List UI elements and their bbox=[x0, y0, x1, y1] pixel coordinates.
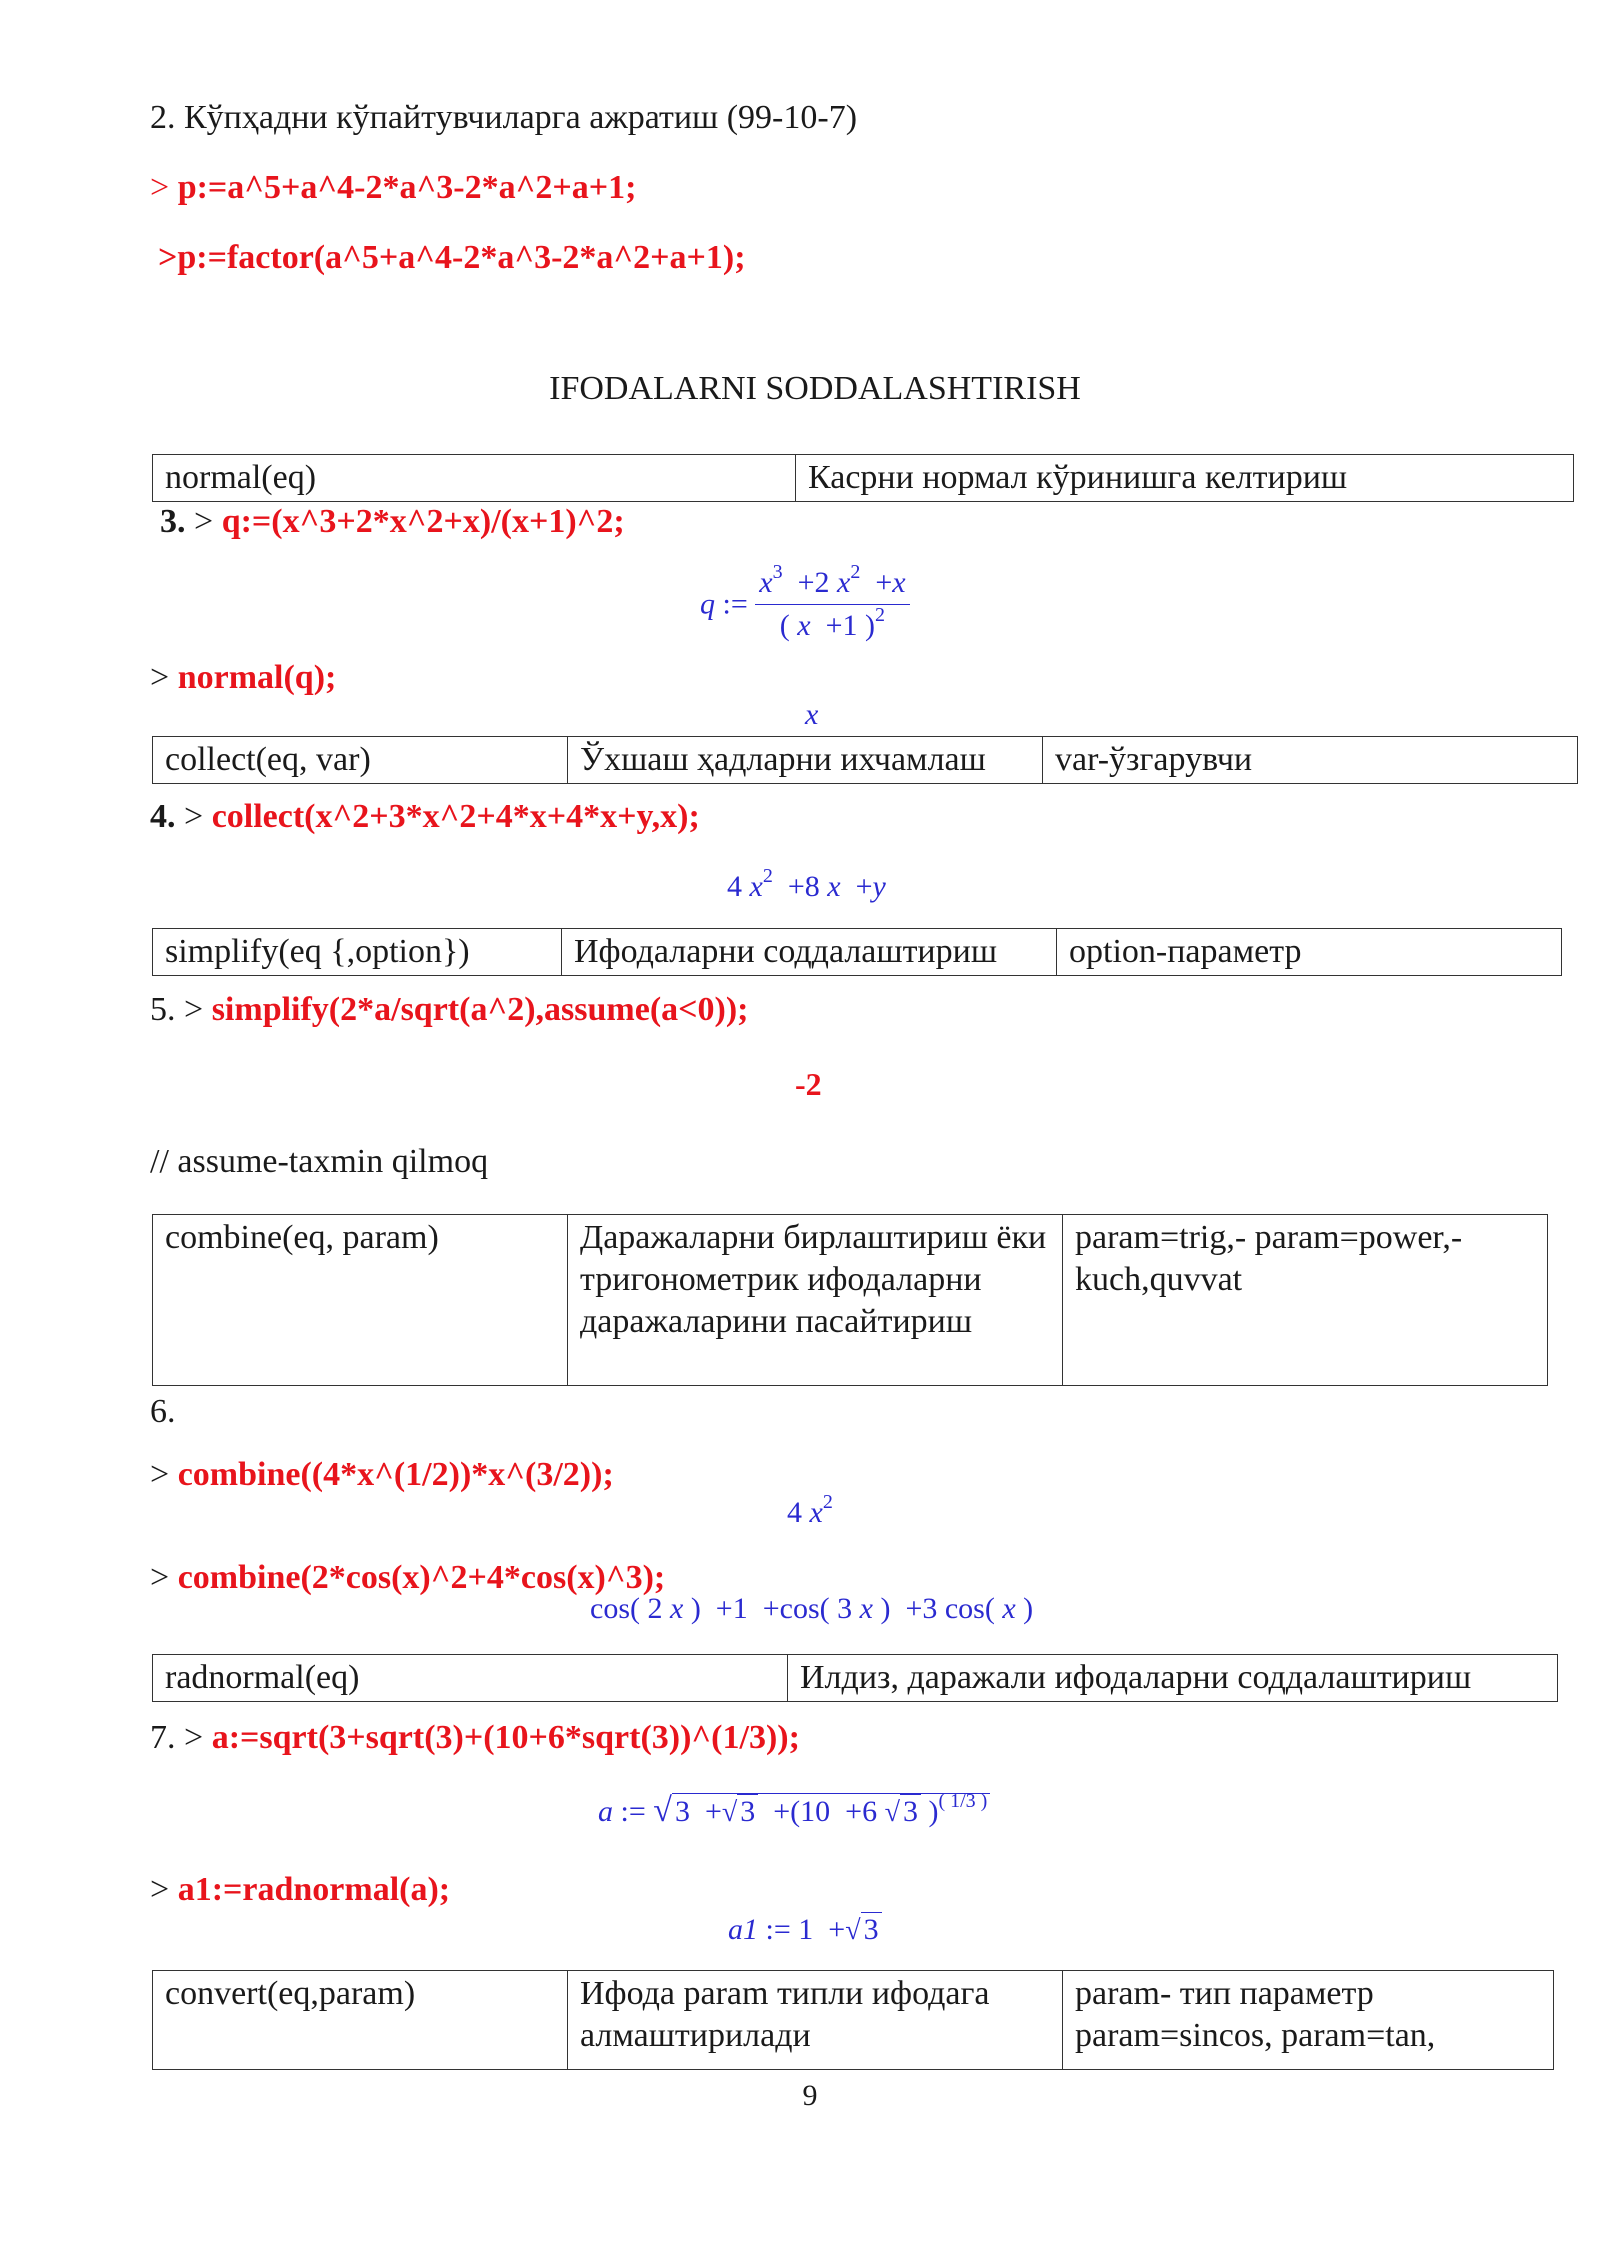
example-line bbox=[150, 990, 748, 1030]
maple-command-line bbox=[150, 658, 336, 698]
example-line bbox=[150, 1718, 800, 1758]
maple-command: collect(x^2+3*x^2+4*x+4*x+y,x); bbox=[211, 798, 700, 835]
maple-command: a1:=radnormal(a); bbox=[177, 1871, 451, 1908]
maple-output: cos( 2 x ) +1 +cos( 3 x ) +3 cos( x ) bbox=[590, 1592, 1034, 1625]
example-number: 7. bbox=[150, 1719, 176, 1756]
example-line bbox=[150, 797, 700, 837]
function-description: Ўхшаш ҳадларни ихчамлаш bbox=[568, 737, 1043, 784]
function-table-combine bbox=[152, 1214, 1548, 1386]
function-parameter: option-параметр bbox=[1057, 929, 1562, 976]
page-title: IFODALARNI SODDALASHTIRISH bbox=[549, 370, 1081, 407]
prompt: > bbox=[150, 169, 178, 206]
example-number: 3. bbox=[160, 503, 186, 540]
maple-output: 4 $x^2$ bbox=[787, 1491, 833, 1529]
function-description: Илдиз, даражали ифодаларни соддалаштириш bbox=[788, 1655, 1558, 1702]
function-name: radnormal(eq) bbox=[153, 1655, 788, 1702]
maple-output: 4 $x^2 +8$ x +y bbox=[727, 865, 886, 903]
function-name: collect(eq, var) bbox=[153, 737, 568, 784]
function-description: Ифодаларни соддалаштириш bbox=[562, 929, 1057, 976]
function-description: Ифода param типли ифодага алмаштирилади bbox=[568, 1971, 1063, 2070]
maple-output: -2 bbox=[795, 1066, 822, 1102]
example-number: 4. bbox=[150, 798, 176, 835]
prompt: > bbox=[175, 1719, 212, 1756]
maple-command: p:=a^5+a^4-2*a^3-2*a^2+a+1; bbox=[177, 169, 637, 206]
example-number: 6. bbox=[150, 1393, 176, 1430]
maple-command-line bbox=[150, 168, 636, 208]
function-name: normal(eq) bbox=[153, 455, 796, 502]
prompt: > bbox=[150, 1559, 178, 1596]
function-table-simplify bbox=[152, 928, 1562, 976]
prompt: > bbox=[150, 1456, 178, 1493]
function-name: convert(eq,param) bbox=[153, 1971, 568, 2070]
function-description: Касрни нормал кўринишга келтириш bbox=[796, 455, 1574, 502]
maple-command-line bbox=[150, 1455, 614, 1495]
prompt: > bbox=[175, 798, 212, 835]
prompt: > bbox=[185, 503, 222, 540]
maple-command: p:=factor(a^5+a^4-2*a^3-2*a^2+a+1); bbox=[177, 239, 746, 276]
function-name: combine(eq, param) bbox=[153, 1215, 568, 1386]
function-parameter: var-ўзгарувчи bbox=[1043, 737, 1578, 784]
prompt: > bbox=[158, 239, 178, 276]
prompt: > bbox=[175, 991, 212, 1028]
function-name: simplify(eq {,option}) bbox=[153, 929, 562, 976]
maple-output: q := $\frac{x^3 +2 x^2 +x}{( x +1 )^2}$ bbox=[700, 566, 910, 643]
prompt: > bbox=[150, 1871, 178, 1908]
section-heading: 2. Кўпҳадни кўпайтувчиларга ажратиш (99-10-7) bbox=[150, 99, 858, 136]
prompt: > bbox=[150, 659, 178, 696]
function-parameter: param- тип параметр param=sincos, param=tan, bbox=[1063, 1971, 1554, 2070]
function-table-convert bbox=[152, 1970, 1554, 2070]
maple-command: q:=(x^3+2*x^2+x)/(x+1)^2; bbox=[221, 503, 625, 540]
maple-output: x bbox=[805, 698, 819, 731]
function-parameter: param=trig,- param=power,-kuch,quvvat bbox=[1063, 1215, 1548, 1386]
maple-output: a := √ 3 +√ 3 +(10 +6 √ 3 )$^{( 1/3 )}$ bbox=[598, 1792, 990, 1830]
maple-command: simplify(2*a/sqrt(a^2),assume(a<0)); bbox=[211, 991, 749, 1028]
example-line bbox=[160, 502, 625, 542]
maple-output: a1 := 1 +√ 3 bbox=[728, 1912, 882, 1947]
function-table-collect bbox=[152, 736, 1578, 784]
maple-command: a:=sqrt(3+sqrt(3)+(10+6*sqrt(3))^(1/3)); bbox=[211, 1719, 800, 1756]
maple-command-line bbox=[158, 238, 746, 278]
comment-text: // assume-taxmin qilmoq bbox=[150, 1143, 489, 1180]
maple-command-line bbox=[150, 1870, 450, 1910]
function-table-normal bbox=[152, 454, 1574, 502]
example-number: 5. bbox=[150, 991, 176, 1028]
page-number: 9 bbox=[802, 2079, 818, 2112]
maple-command: combine(2*cos(x)^2+4*cos(x)^3); bbox=[177, 1559, 666, 1596]
function-table-radnormal bbox=[152, 1654, 1558, 1702]
function-description: Даражаларни бирлаштириш ёки тригонометрик ифодаларни даражаларини пасайтириш bbox=[568, 1215, 1063, 1386]
maple-command: normal(q); bbox=[177, 659, 337, 696]
maple-command: combine((4*x^(1/2))*x^(3/2)); bbox=[177, 1456, 614, 1493]
maple-command-line bbox=[150, 1558, 665, 1598]
